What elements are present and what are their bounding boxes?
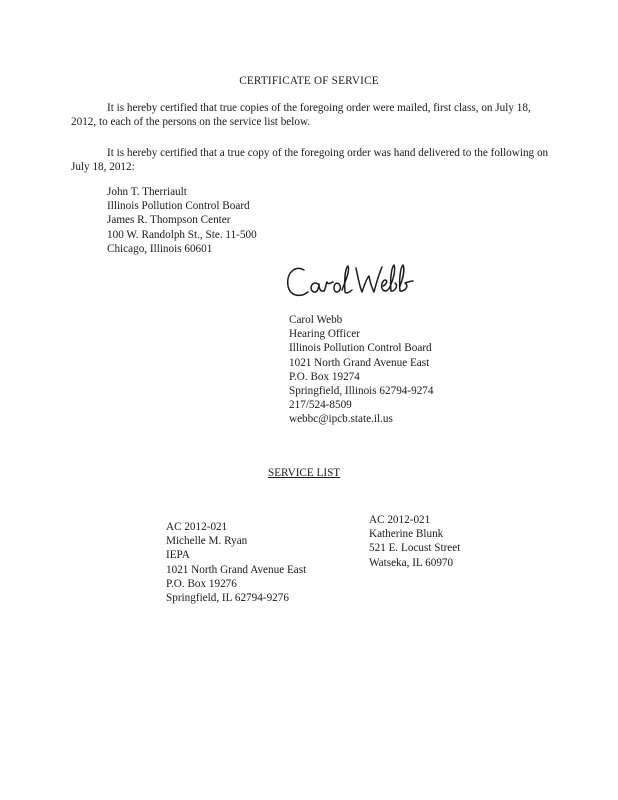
address-line: Watseka, IL 60970 [369,556,454,569]
signature-title: Hearing Officer [289,328,360,341]
address-line: Illinois Pollution Control Board [107,200,250,213]
handwritten-signature [284,262,414,306]
certificate-title: CERTIFICATE OF SERVICE [239,75,379,87]
address-line: Chicago, Illinois 60601 [107,242,213,255]
hand-delivered-recipient-address [107,185,257,256]
signature-block [289,313,434,427]
paragraph-mailed [71,101,551,129]
address-line: P.O. Box 19276 [166,577,237,590]
signature-email: webbc@ipcb.state.il.us [289,413,393,426]
signature-po-box: P.O. Box 19274 [289,370,360,383]
service-list-title: SERVICE LIST [268,467,341,479]
recipient-name: Michelle M. Ryan [166,535,248,548]
signature-city: Springfield, Illinois 62794-9274 [289,384,434,397]
address-line: 100 W. Randolph St., Ste. 11-500 [107,228,257,241]
address-line: James R. Thompson Center [107,214,231,227]
signature-street: 1021 North Grand Avenue East [289,356,430,369]
case-number: AC 2012-021 [166,521,228,533]
address-line: Springfield, IL 62794-9276 [166,591,289,604]
service-list-left-entry [166,520,306,605]
address-line: 1021 North Grand Avenue East [166,563,307,576]
address-line: John T. Therriault [107,186,187,198]
paragraph-hand-delivered [71,146,551,174]
recipient-org: IEPA [166,549,190,562]
signature-org: Illinois Pollution Control Board [289,342,432,355]
signature-name: Carol Webb [289,314,343,326]
service-list-right-entry [369,513,460,570]
case-number: AC 2012-021 [369,514,431,526]
recipient-name: Katherine Blunk [369,528,444,541]
address-line: 521 E. Locust Street [369,542,461,555]
paragraph-hand-delivered-text: It is hereby certified that a true copy of the foregoing order was hand delivered to the following on July 18, 2012: [71,147,549,173]
signature-phone: 217/524-8509 [289,399,352,412]
paragraph-mailed-text: It is hereby certified that true copies of the foregoing order were mailed, first class, on July 18, 2012, to each of the persons on the service list below. [71,102,531,128]
